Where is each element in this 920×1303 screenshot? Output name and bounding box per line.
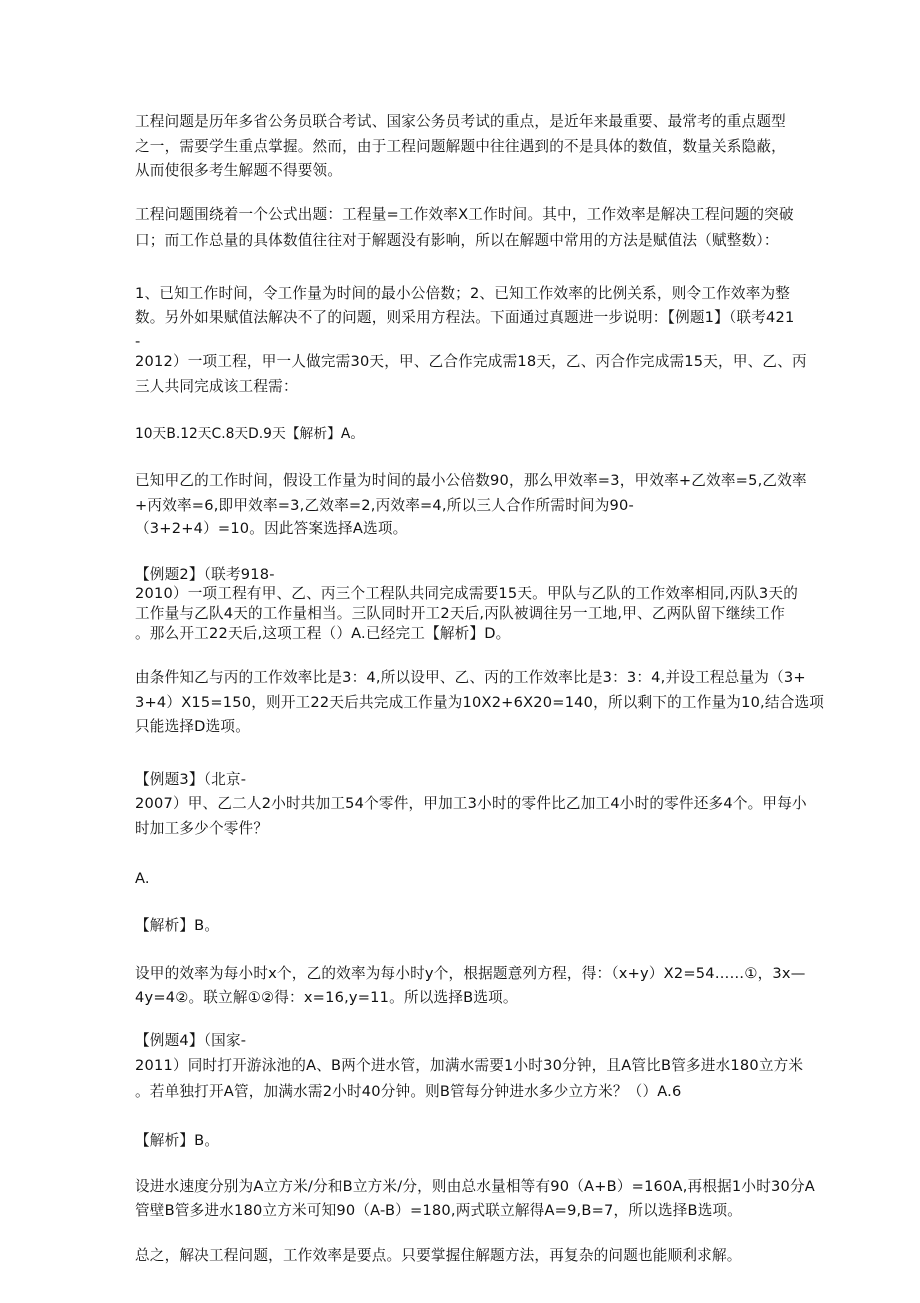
- solution2-line-2: 3+4）X15=150，则开工22天后共完成工作量为10X2+6X20=140，所以剩下的工作量为10,结合选项: [135, 694, 825, 711]
- example2-line-2: 2010）一项工程有甲、乙、丙三个工程队共同完成需要15天。甲队与乙队的工作效率相同,丙队3天的: [135, 585, 798, 602]
- solution4-line-1: 设进水速度分别为A立方米/分和B立方米/分，则由总水量相等有90（A+B）=160A,再根据1小时30分A: [135, 1178, 815, 1195]
- analysis3-label: 【解析】B。: [135, 917, 220, 934]
- solution3-line-2: 4y=4②。联立解①②得：x=16,y=11。所以选择B选项。: [135, 989, 518, 1006]
- formula-line-2: 口；而工作总量的具体数值往往对于解题没有影响，所以在解题中常用的方法是赋值法（赋整数）：: [135, 232, 779, 249]
- example1-line-1: 2012）一项工程，甲一人做完需30天，甲、乙合作完成需18天，乙、丙合作完成需15天，甲、乙、丙: [135, 353, 807, 370]
- intro-line-2: 之一，需要学生重点掌握。然而，由于工程问题解题中往往遇到的不是具体的数值，数量关系隐蔽，: [135, 138, 786, 155]
- example3-line-3: 时加工多少个零件？: [135, 820, 269, 837]
- example2-line-1: 【例题2】（联考918-: [135, 566, 275, 583]
- example3-line-2: 2007）甲、乙二人2小时共加工54个零件，甲加工3小时的零件比乙加工4小时的零件还多4个。甲每小: [135, 795, 807, 812]
- solution1-line-3: （3+2+4）=10。因此答案选择A选项。: [135, 520, 408, 537]
- solution4-line-2: 管壁B管多进水180立方米可知90（A-B）=180,两式联立解得A=9,B=7，所以选择B选项。: [135, 1202, 743, 1219]
- example4-line-3: 。若单独打开A管，加满水需2小时40分钟。则B管每分钟进水多少立方米？（）A.6: [135, 1083, 682, 1100]
- solution2-line-3: 只能选择D选项。: [135, 718, 250, 735]
- method-line-1: 1、已知工作时间，令工作量为时间的最小公倍数；2、已知工作效率的比例关系，则令工作效率为整: [135, 285, 791, 302]
- solution1-line-2: +丙效率=6,即甲效率=3,乙效率=2,丙效率=4,所以三人合作所需时间为90-: [135, 497, 634, 514]
- method-line-2: 数。另外如果赋值法解决不了的问题，则采用方程法。下面通过真题进一步说明：【例题1】（联考421: [135, 309, 795, 326]
- solution2-line-1: 由条件知乙与丙的工作效率比是3：4,所以设甲、乙、丙的工作效率比是3：3：4,并设工程总量为（3+: [135, 669, 806, 686]
- example2-line-4: 。那么开工22天后,这项工程（）A.已经完工【解析】D。: [135, 625, 511, 642]
- conclusion: 总之，解决工程问题，工作效率是要点。只要掌握住解题方法，再复杂的问题也能顺利求解。: [135, 1247, 742, 1264]
- intro-line-3: 从而使很多考生解题不得要领。: [135, 162, 343, 179]
- example1-options: 10天B.12天C.8天D.9天【解析】A。: [135, 426, 365, 442]
- example3-option-a: A.: [135, 870, 150, 887]
- example3-line-1: 【例题3】（北京-: [135, 771, 247, 788]
- example4-line-1: 【例题4】（国家-: [135, 1032, 247, 1049]
- solution3-line-1: 设甲的效率为每小时x个，乙的效率为每小时y个，根据题意列方程，得：（x+y）X2=54……①，3x—: [135, 965, 806, 982]
- example4-line-2: 2011）同时打开游泳池的A、B两个进水管，加满水需要1小时30分钟，且A管比B管多进水180立方米: [135, 1057, 804, 1074]
- example2-line-3: 工作量与乙队4天的工作量相当。三队同时开工2天后,丙队被调往另一工地,甲、乙两队留下继续工作: [135, 605, 785, 622]
- analysis4-label: 【解析】B。: [135, 1132, 220, 1149]
- solution1-line-1: 已知甲乙的工作时间，假设工作量为时间的最小公倍数90，那么甲效率=3，甲效率+乙效率=5,乙效率: [135, 472, 807, 489]
- intro-line-1: 工程问题是历年多省公务员联合考试、国家公务员考试的重点，是近年来最重要、最常考的重点题型: [135, 113, 786, 130]
- formula-line-1: 工程问题围绕着一个公式出题：工程量=工作效率X工作时间。其中，工作效率是解决工程问题的突破: [135, 206, 794, 223]
- method-line-3: -: [135, 333, 141, 350]
- example1-line-2: 三人共同完成该工程需：: [135, 378, 298, 395]
